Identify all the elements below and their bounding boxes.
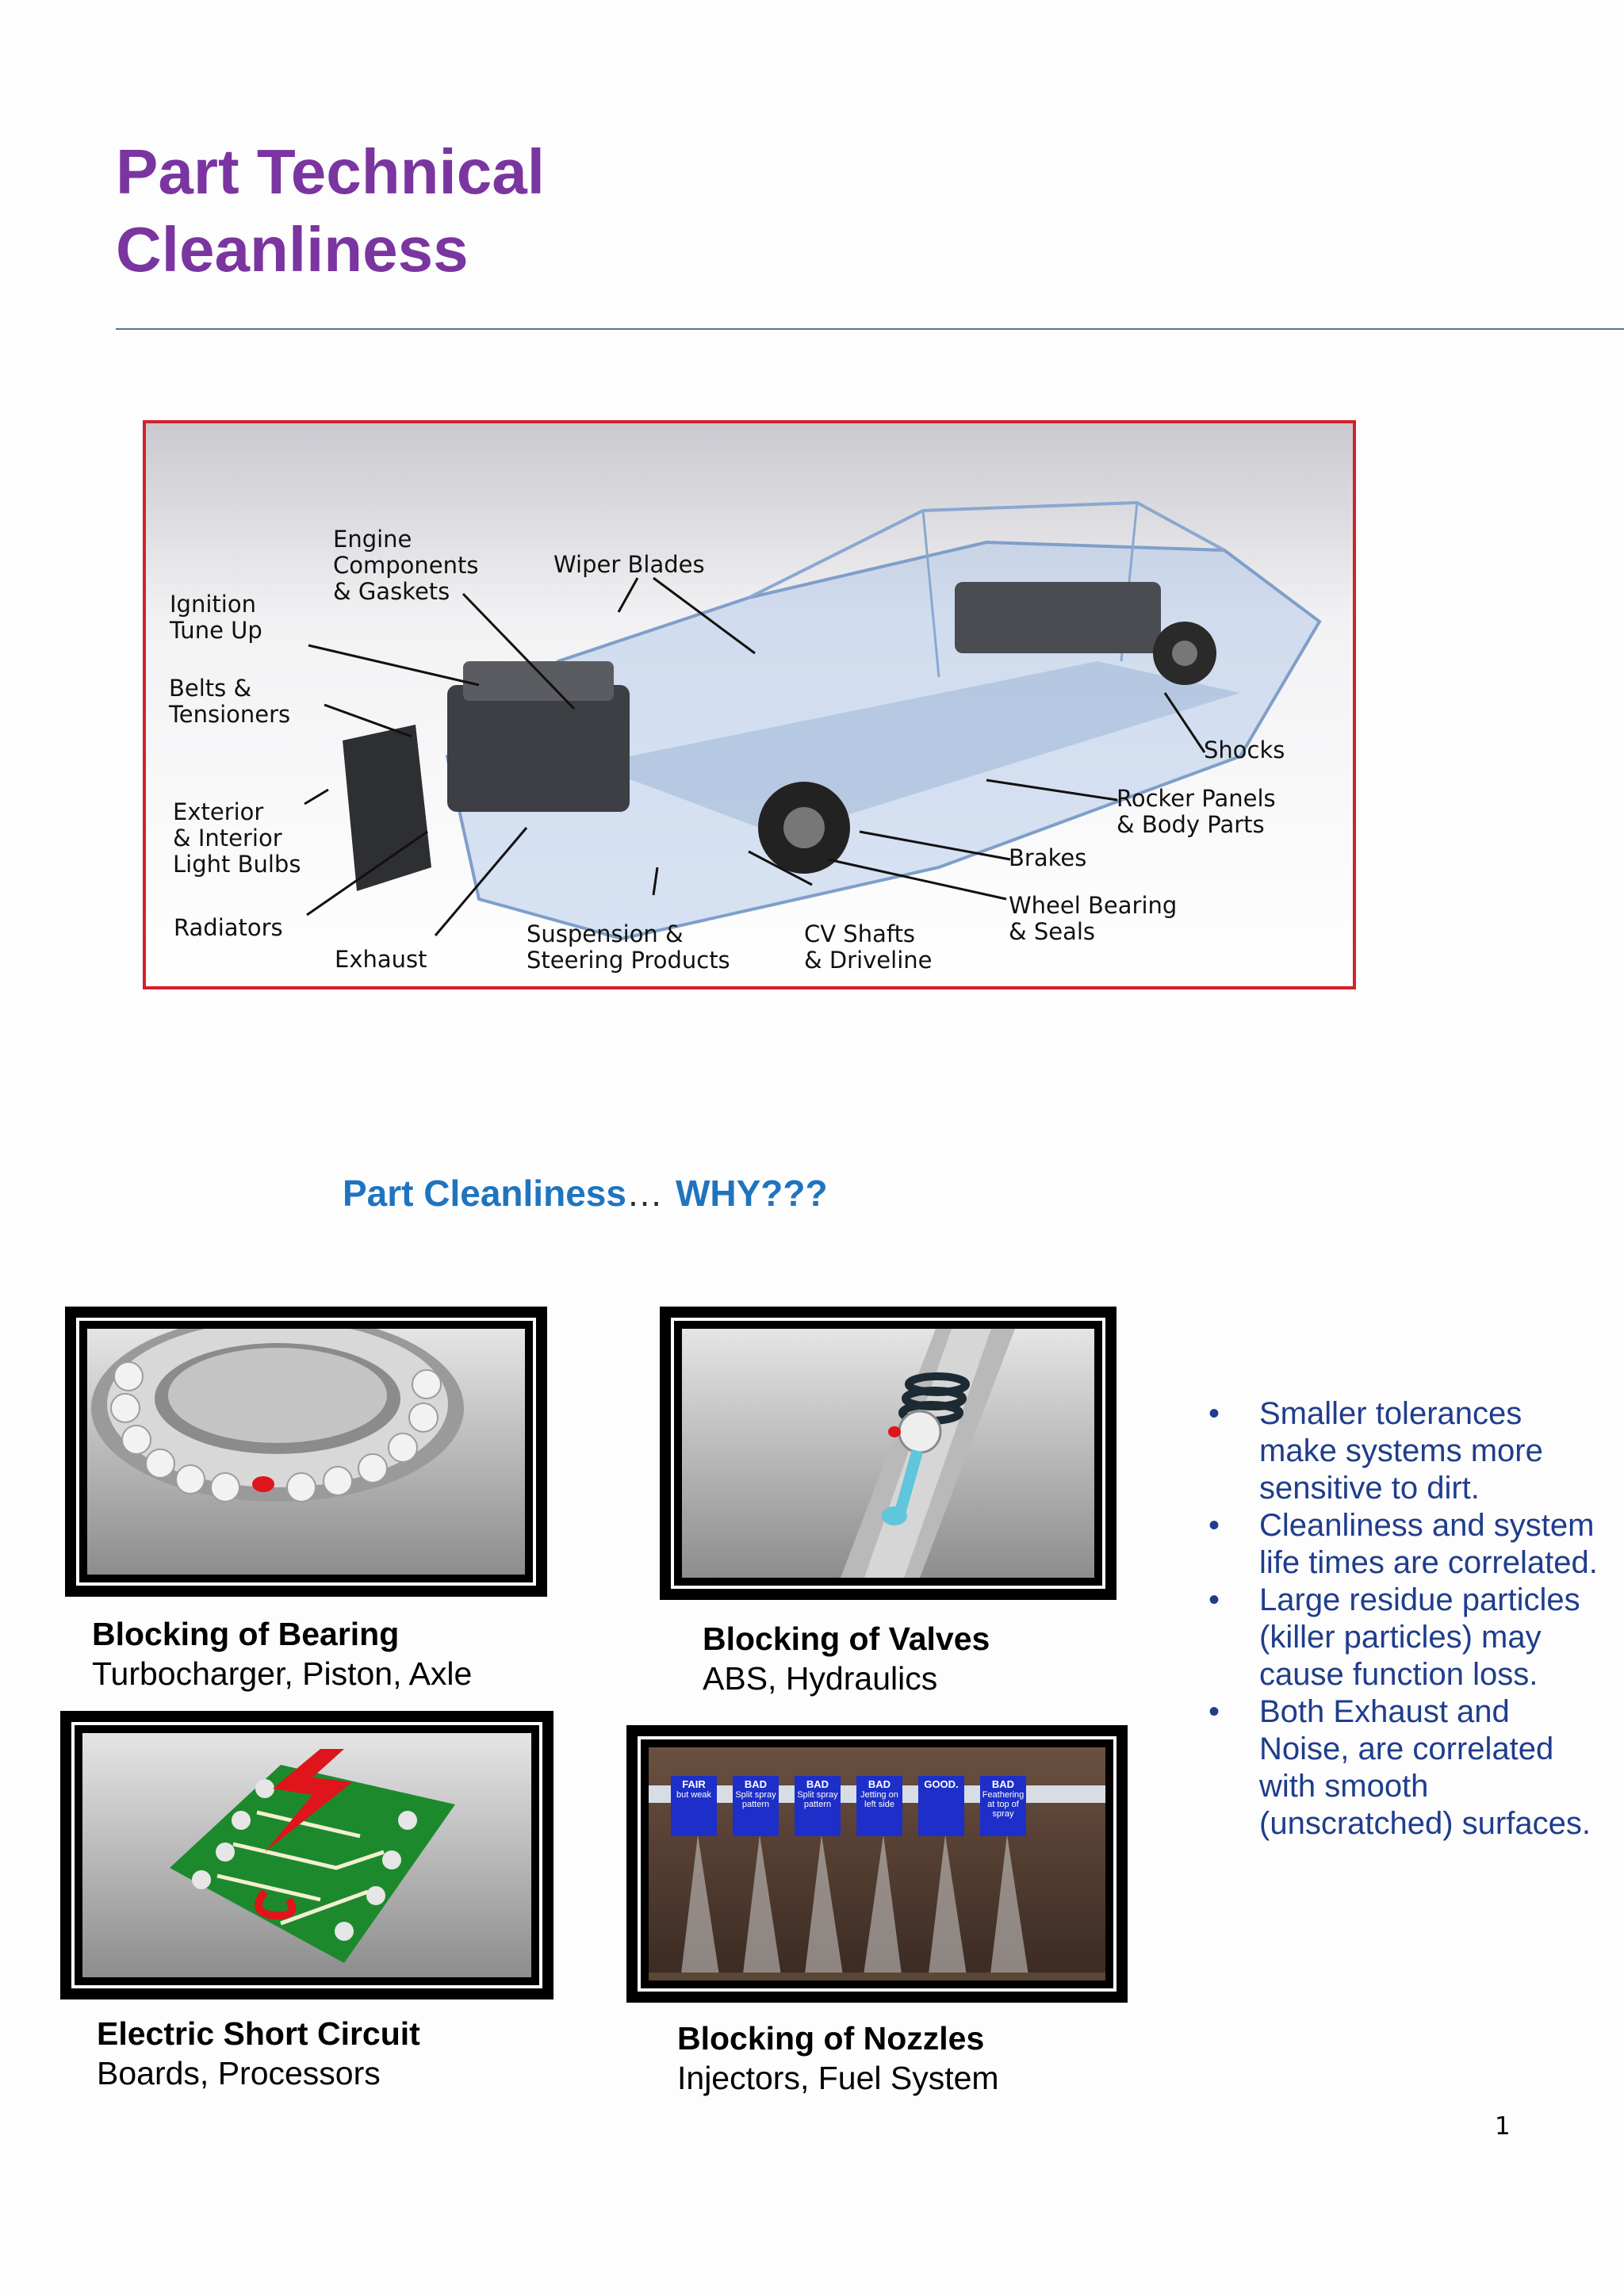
bullet-item: • Both Exhaust and Noise, are correlated with smooth (unscratched) surfaces.	[1205, 1693, 1602, 1843]
why-bullets	[1205, 1395, 1602, 1843]
caption-valves-title: Blocking of Valves	[703, 1621, 990, 1657]
caption-bearing-title: Blocking of Bearing	[92, 1616, 400, 1652]
title-line-2: Cleanliness	[116, 214, 469, 285]
nozzle-tag-title: BAD	[991, 1778, 1015, 1790]
label-engine-components: Engine Components & Gaskets	[333, 526, 479, 605]
nozzle-tag	[918, 1776, 964, 1836]
bullet-item: • Cleanliness and system life times are correlated.	[1205, 1507, 1602, 1582]
caption-nozzles-title: Blocking of Nozzles	[677, 2020, 985, 2057]
label-radiators: Radiators	[174, 914, 283, 941]
nozzle-tag-text: Jetting on left side	[860, 1790, 898, 1809]
page-number: 1	[1495, 2112, 1511, 2141]
label-cv-shafts: CV Shafts & Driveline	[804, 920, 933, 974]
label-suspension-steering: Suspension & Steering Products	[527, 920, 730, 974]
valve-drawing	[682, 1329, 1094, 1578]
nozzle-tags	[655, 1776, 1099, 1839]
why-dots: …	[626, 1173, 663, 1214]
label-belts-tensioners: Belts & Tensioners	[169, 675, 291, 728]
nozzle-tag-text: Split spray pattern	[735, 1790, 776, 1809]
label-brakes: Brakes	[1009, 844, 1087, 871]
label-light-bulbs: Exterior & Interior Light Bulbs	[173, 798, 301, 878]
why-heading	[343, 1172, 828, 1215]
label-wheel-bearing: Wheel Bearing & Seals	[1009, 892, 1178, 945]
bearing-drawing	[87, 1329, 525, 1575]
nozzle-tag	[980, 1776, 1026, 1836]
caption-bearing-subtitle: Turbocharger, Piston, Axle	[92, 1655, 473, 1692]
page-title	[116, 133, 545, 289]
circuit-drawing	[82, 1733, 531, 1977]
label-shocks: Shocks	[1204, 737, 1285, 763]
nozzle-tag-title: FAIR	[682, 1778, 706, 1790]
caption-valves	[703, 1619, 990, 1698]
nozzle-image	[626, 1725, 1128, 2003]
circuit-image	[60, 1711, 553, 1999]
car-parts-illustration	[143, 420, 1356, 989]
label-rocker-panels: Rocker Panels & Body Parts	[1116, 785, 1276, 838]
nozzle-tag-title: BAD	[868, 1778, 891, 1790]
nozzle-tag-text: but weak	[676, 1790, 712, 1800]
why-question: WHY???	[675, 1173, 828, 1214]
caption-circuit	[97, 2014, 420, 2093]
caption-nozzles	[677, 2019, 999, 2098]
nozzle-tag	[733, 1776, 779, 1836]
nozzle-tag-title: BAD	[744, 1778, 768, 1790]
caption-circuit-title: Electric Short Circuit	[97, 2015, 420, 2052]
nozzle-tag-title: BAD	[806, 1778, 829, 1790]
nozzle-tag-title: GOOD.	[924, 1778, 959, 1790]
valve-image	[660, 1307, 1116, 1600]
caption-nozzles-subtitle: Injectors, Fuel System	[677, 2060, 999, 2096]
caption-bearing	[92, 1614, 472, 1693]
nozzle-tag-text: Feathering at top of spray	[982, 1790, 1025, 1819]
bullet-item: • Smaller tolerances make systems more sensitive to dirt.	[1205, 1395, 1602, 1507]
nozzle-tag-text: Split spray pattern	[797, 1790, 838, 1809]
bullet-item: • Large residue particles (killer particles) may cause function loss.	[1205, 1582, 1602, 1693]
why-part: Part Cleanliness	[343, 1173, 626, 1214]
caption-circuit-subtitle: Boards, Processors	[97, 2055, 381, 2091]
title-divider	[116, 328, 1624, 330]
title-line-1: Part Technical	[116, 136, 545, 207]
nozzle-tag	[795, 1776, 841, 1836]
label-ignition-tune-up: Ignition Tune Up	[170, 591, 262, 644]
label-wiper-blades: Wiper Blades	[553, 551, 705, 578]
bearing-image	[65, 1307, 547, 1597]
caption-valves-subtitle: ABS, Hydraulics	[703, 1660, 938, 1697]
nozzle-tag	[671, 1776, 717, 1836]
label-exhaust: Exhaust	[335, 946, 427, 973]
nozzle-tag	[856, 1776, 902, 1836]
